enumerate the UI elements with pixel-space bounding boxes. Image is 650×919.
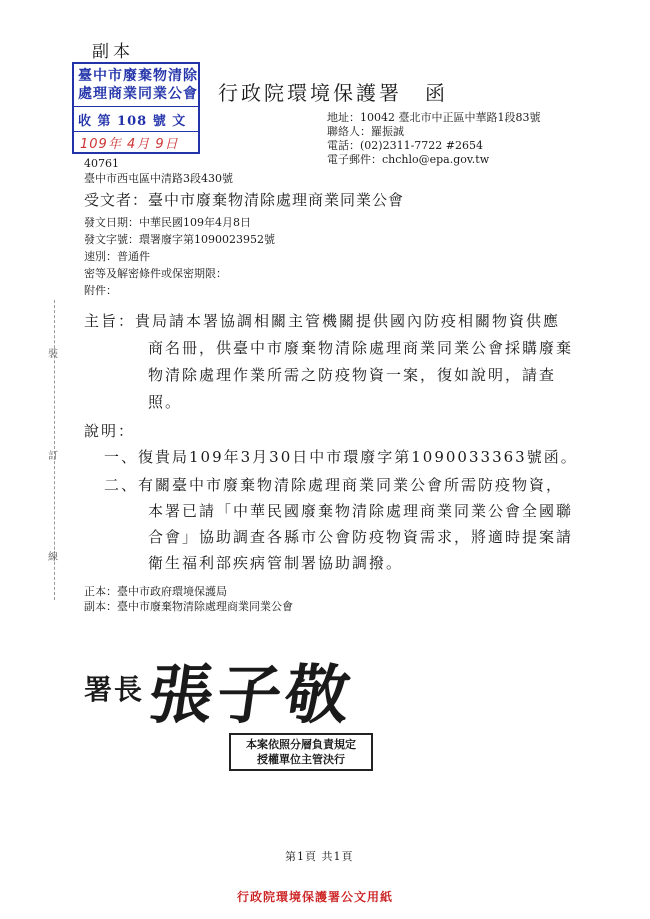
meta-doc-no: 發文字號：環署廢字第1090023952號 — [84, 233, 275, 246]
authorization-note — [229, 733, 373, 771]
subject-line2: 商名冊，供臺中市廢棄物清除處理商業同業公會採購廢棄 — [148, 339, 574, 357]
explanation-item-two-line3: 合會」協助調查各縣市公會防疫物資需求，將適時提案請 — [148, 528, 574, 546]
meta-secrecy: 密等及解密條件或保密期限： — [84, 267, 227, 280]
stamp-org-line2: 處理商業同業公會 — [78, 86, 198, 102]
explanation-item-one: 一、復貴局109年3月30日中市環廢字第1090033363號函。 — [104, 448, 578, 466]
agency-title: 行政院環境保護署 函 — [218, 81, 448, 105]
page-number: 第1頁 共1頁 — [285, 850, 354, 863]
explanation-item-two-line2: 本署已請「中華民國廢棄物清除處理商業同業公會全國聯 — [148, 502, 574, 520]
recipient: 受文者：臺中市廢棄物清除處理商業同業公會 — [84, 191, 405, 209]
explanation-label: 說明： — [84, 422, 136, 440]
subject-line1: 主旨：貴局請本署協調相關主管機關提供國內防疫相關物資供應 — [84, 312, 561, 330]
stamp-org — [78, 67, 198, 103]
subject-line3: 物清除處理作業所需之防疫物資一案，復如說明，請查 — [148, 366, 557, 384]
signer-title: 署長 — [84, 673, 145, 706]
contact-address: 地址：10042 臺北市中正區中華路1段83號 — [327, 111, 541, 124]
contact-phone: 電話：(02)2311-7722 #2654 — [327, 139, 483, 152]
explanation-item-two-line4: 衛生福利部疾病管制署協助調撥。 — [148, 554, 404, 572]
authorization-line1: 本案依照分層負責規定 — [246, 738, 356, 751]
meta-attachment: 附件： — [84, 284, 117, 297]
binding-mark-2: 訂 — [48, 451, 58, 462]
binding-mark-3: 線 — [48, 552, 58, 563]
recipient-address: 臺中市西屯區中清路3段430號 — [84, 172, 233, 185]
stamp-org-line1: 臺中市廢棄物清除 — [78, 68, 198, 84]
binding-mark-1: 裝 — [48, 349, 58, 360]
subject-line4: 照。 — [148, 393, 183, 411]
explanation-item-two-line1: 二、有關臺中市廢棄物清除處理商業同業公會所需防疫物資， — [104, 476, 564, 494]
signature: 張子敬 — [143, 658, 359, 733]
received-stamp — [72, 62, 200, 154]
contact-email: 電子郵件：chchlo@epa.gov.tw — [327, 153, 490, 166]
cc-copy: 副本：臺中市廢棄物清除處理商業同業公會 — [84, 600, 293, 613]
meta-speed: 速別：普通件 — [84, 250, 150, 263]
meta-date: 發文日期：中華民國109年4月8日 — [84, 216, 251, 229]
copy-mark: 副本 — [92, 42, 134, 62]
stamp-received-date: 109年 4月 9日 — [80, 137, 179, 152]
stamp-received-number: 收 第 108 號 文 — [78, 114, 187, 129]
footer-letterhead: 行政院環境保護署公文用紙 — [237, 890, 394, 904]
contact-person: 聯絡人：羅振誠 — [327, 125, 404, 138]
authorization-line2: 授權單位主管決行 — [257, 753, 345, 766]
recipient-postal-code: 40761 — [84, 157, 119, 170]
cc-original: 正本：臺中市政府環境保護局 — [84, 585, 227, 598]
